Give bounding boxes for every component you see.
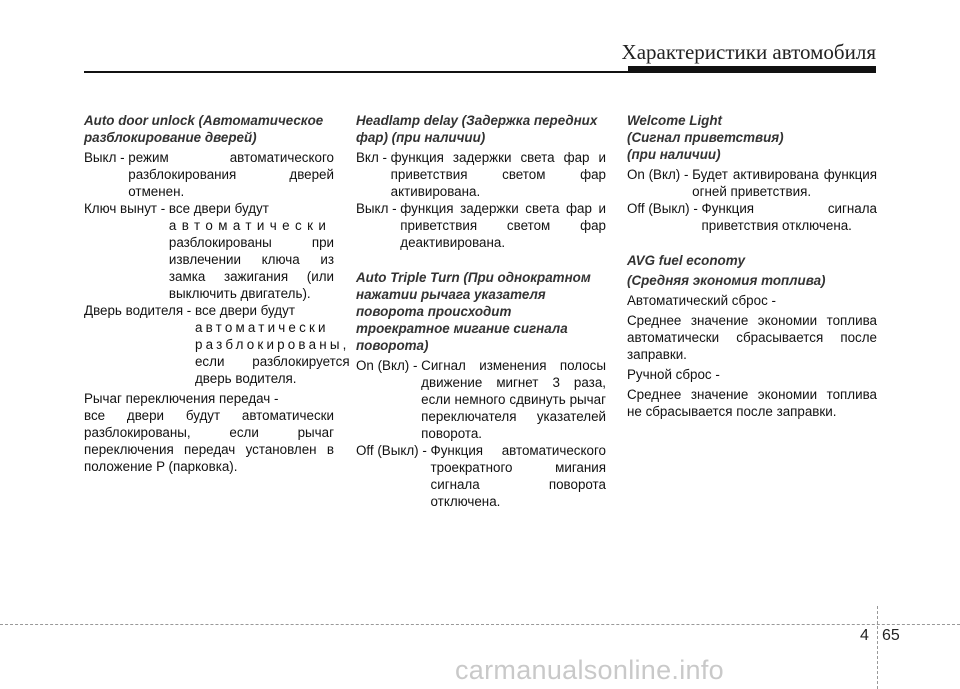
item-term: Выкл - (356, 201, 401, 216)
auto-triple-turn-heading: Auto Triple Turn (При однократном нажатии рычага указателя поворота происходит троекратное мигание сигнала поворота) (356, 270, 591, 353)
page-header-title: Характеристики автомобиля (621, 40, 876, 64)
item-description: функция задержки света фар и приветствия светом фар деактивирована. (400, 201, 606, 250)
list-item (84, 149, 334, 200)
paragraph: Среднее значение экономии топлива автоматически сбрасывается после заправки. (627, 313, 877, 362)
item-description: Функция сигнала приветствия отключена. (701, 201, 877, 233)
column-3 (627, 112, 877, 420)
paragraph: Рычаг переключения передач - (84, 391, 279, 406)
column-1 (84, 112, 350, 475)
list-item (356, 442, 606, 510)
item-term: On (Вкл) - (627, 167, 693, 182)
item-description-part: все двери будут (194, 303, 295, 318)
footer-rule (0, 624, 960, 625)
footer-crop-line (877, 606, 878, 689)
item-description: функция задержки света фар и приветствия светом фар активирована. (390, 150, 606, 199)
item-term: Выкл - (84, 150, 129, 165)
item-description (195, 302, 350, 387)
watermark: carmanualsonline.info (455, 655, 724, 685)
welcome-light-heading-sub: (Сигнал приветствия) (627, 130, 784, 145)
item-term: Ключ вынут - (84, 201, 169, 216)
item-description: Будет активирована функция огней приветствия. (692, 167, 877, 199)
item-term: Дверь водителя - (84, 303, 195, 318)
avg-fuel-economy-heading-sub: (Средняя экономия топлива) (627, 273, 826, 288)
list-item (356, 200, 606, 251)
item-description-part: все двери будут (168, 201, 269, 216)
list-item (356, 357, 606, 442)
item-description: Сигнал изменения полосы движение мигнет 3 раза, если немного сдвинуть рычаг переключателя указателей поворота. (421, 358, 606, 441)
avg-fuel-economy-heading: AVG fuel economy (627, 253, 746, 268)
item-description-spaced: автоматически (168, 218, 332, 233)
headlamp-delay-heading: Headlamp delay (Задержка передних фар) (при наличии) (356, 113, 598, 145)
paragraph: Среднее значение экономии топлива не сбрасывается после заправки. (627, 387, 877, 419)
list-item (627, 166, 877, 200)
list-item (356, 149, 606, 200)
chapter-number: 4 (860, 627, 869, 644)
item-description (169, 200, 334, 302)
item-term: Off (Выкл) - (627, 201, 702, 216)
item-term: On (Вкл) - (356, 358, 422, 373)
list-item (84, 302, 350, 387)
item-description: Функция автоматического троекратного мигания сигнала поворота отключена. (430, 443, 606, 509)
list-item (84, 200, 334, 302)
item-term: Off (Выкл) - (356, 443, 431, 458)
welcome-light-heading-note: (при наличии) (627, 147, 721, 162)
column-2 (356, 112, 606, 510)
item-description-spaced: автоматически разблокированы, (194, 320, 350, 352)
item-description-part: если разблокируется дверь водителя. (194, 354, 350, 386)
paragraph: Ручной сброс - (627, 367, 720, 382)
list-item (627, 200, 877, 234)
item-term: Вкл - (356, 150, 391, 165)
auto-door-unlock-heading: Auto door unlock (Автоматическое разблокирование дверей) (84, 113, 324, 145)
page-number: 65 (882, 627, 900, 644)
item-description: режим автоматического разблокирования дверей отменен. (128, 150, 334, 199)
welcome-light-heading: Welcome Light (627, 113, 722, 128)
header-rule (84, 71, 876, 73)
paragraph: все двери будут автоматически разблокированы, если рычаг переключения передач установлен в положение P (парковка). (84, 408, 334, 474)
paragraph: Автоматический сброс - (627, 293, 776, 308)
item-description-part: разблокированы при извлечении ключа из замка зажигания (или выключить двигатель). (168, 235, 334, 301)
